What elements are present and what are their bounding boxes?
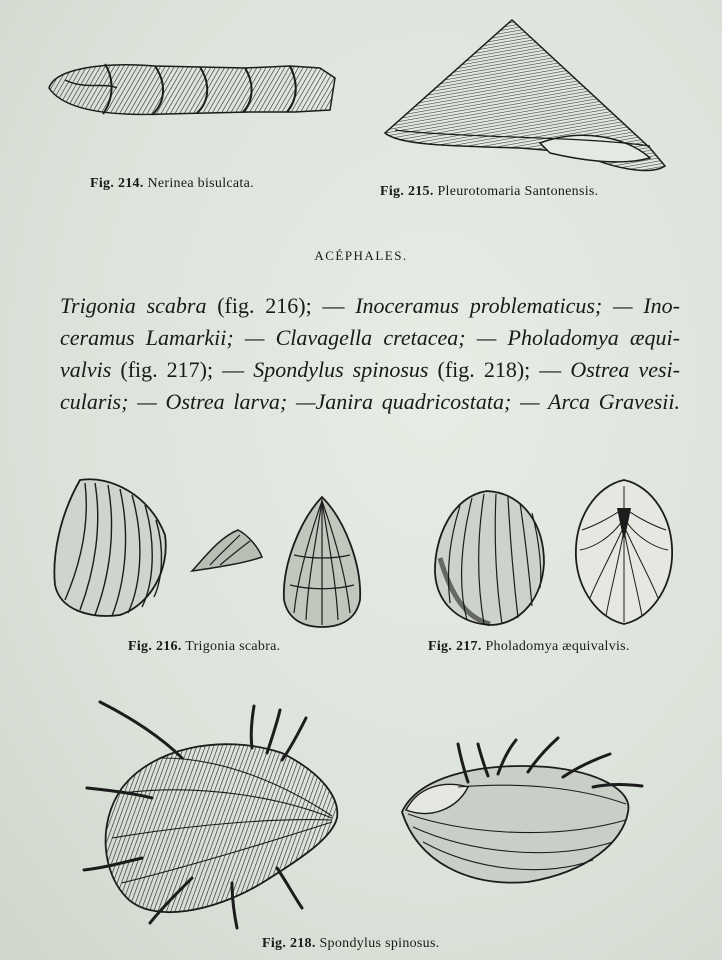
nerinea-shell-illustration <box>45 50 340 125</box>
figure-218-name: Spondylus spinosus. <box>319 936 440 951</box>
paragraph-line-3 <box>60 354 680 386</box>
figure-216-caption <box>128 639 281 655</box>
figure-214-name: Nerinea bisulcata. <box>147 176 254 191</box>
paragraph-text-run: Ostrea vesi- <box>570 357 681 382</box>
trigonia-fragment-view <box>190 527 265 575</box>
paragraph-text-run: Inoceramus problematicus; — Ino- <box>355 293 680 318</box>
figure-215-name: Pleurotomaria Santonensis. <box>437 184 599 199</box>
figure-218-number: Fig. 218. <box>262 936 316 951</box>
trigonia-shell-view-1 <box>50 475 170 620</box>
figure-216-name: Trigonia scabra. <box>185 639 281 654</box>
paragraph-text-run: (fig. 216); — <box>206 293 356 318</box>
pholadomya-shell-view-1 <box>432 488 547 628</box>
paragraph-text-run: Spondylus spinosus <box>253 357 429 382</box>
figure-218-caption <box>262 936 440 952</box>
figure-216-number: Fig. 216. <box>128 639 182 654</box>
species-paragraph <box>60 290 680 418</box>
paragraph-line-2 <box>60 322 680 354</box>
figure-214-caption <box>90 176 254 192</box>
paragraph-text-run: (fig. 218); — <box>428 357 571 382</box>
figure-215-caption <box>380 184 598 200</box>
figure-217-name: Pholadomya æquivalvis. <box>485 639 630 654</box>
spondylus-shell-view-2 <box>398 732 646 892</box>
trigonia-shell-view-2 <box>280 495 365 630</box>
paragraph-text-run: cularis; — Ostrea larva; —Janira quadricostata; — Arca Gravesii. <box>60 389 680 414</box>
figure-217-number: Fig. 217. <box>428 639 482 654</box>
figure-215-number: Fig. 215. <box>380 184 434 199</box>
paragraph-line-4 <box>60 386 680 418</box>
paragraph-text-run: Trigonia scabra <box>60 293 207 318</box>
paragraph-text-run: valvis <box>60 357 112 382</box>
paragraph-text-run: (fig. 217); — <box>111 357 254 382</box>
figure-214-number: Fig. 214. <box>90 176 144 191</box>
figure-217-caption <box>428 639 630 655</box>
spondylus-shell-view-1 <box>82 698 344 933</box>
paragraph-text-run: ceramus Lamarkii; — Clavagella cretacea; — Pholadomya æqui- <box>60 325 680 350</box>
pholadomya-shell-view-2 <box>572 478 677 626</box>
pleurotomaria-shell-illustration <box>380 18 670 178</box>
section-title: ACÉPHALES. <box>314 248 408 263</box>
paragraph-line-1 <box>60 290 680 322</box>
